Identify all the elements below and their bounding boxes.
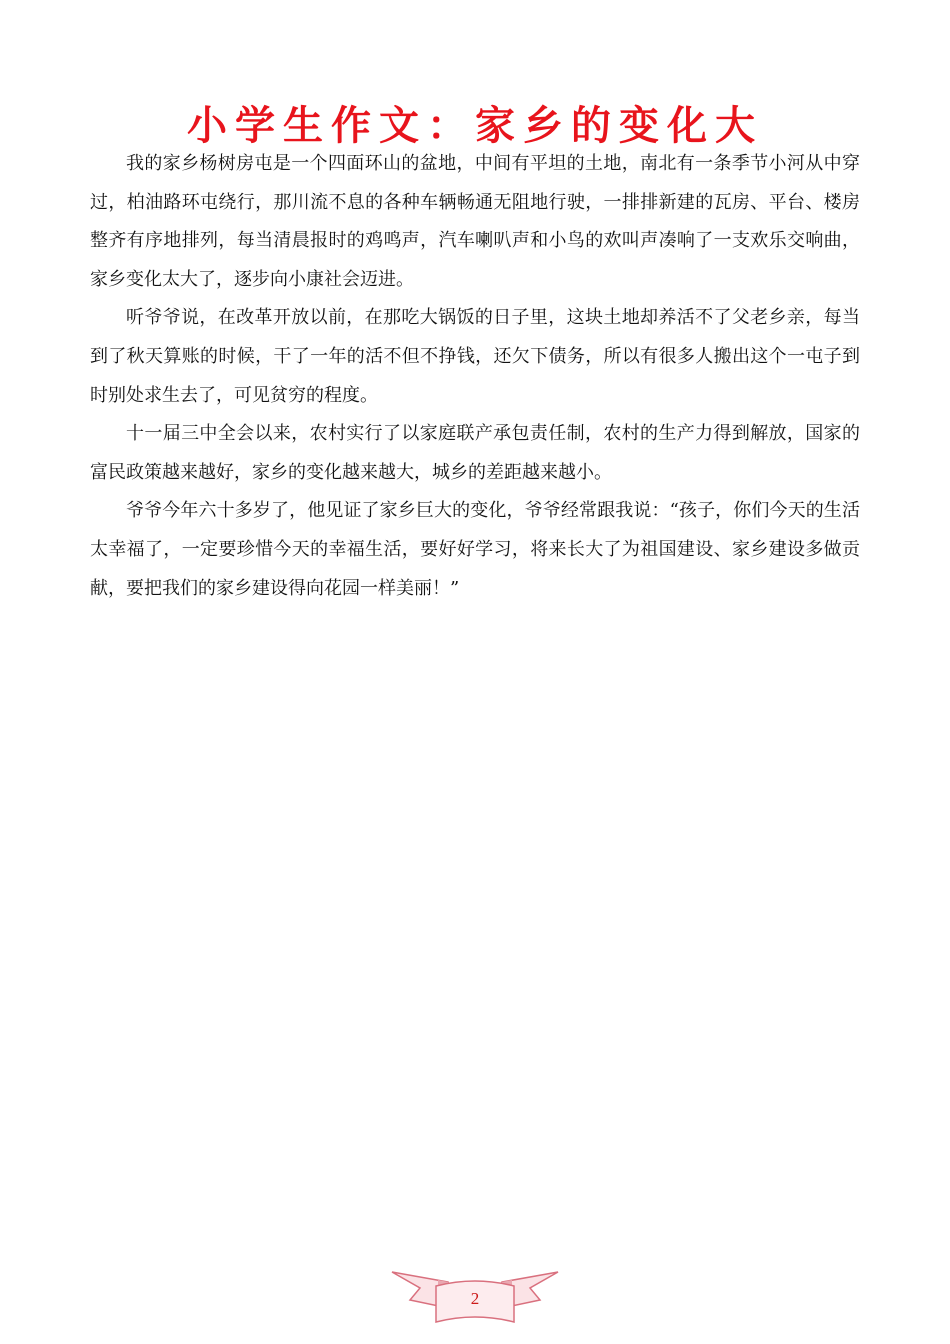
document-title: 小学生作文：家乡的变化大: [187, 103, 763, 149]
paragraph-3: 十一届三中全会以来，农村实行了以家庭联产承包责任制，农村的生产力得到解放，国家的富民政策越来越好，家乡的变化越来越大，城乡的差距越来越小。: [90, 423, 860, 483]
paragraph-4: 爷爷今年六十多岁了，他见证了家乡巨大的变化，爷爷经常跟我说：“孩子，你们今天的生活太幸福了，一定要珍惜今天的幸福生活，要好好学习，将来长大了为祖国建设、家乡建设多做贡献，要把我们的家乡建设得向花园一样美丽！”: [90, 500, 860, 599]
page-number: 2: [470, 1289, 480, 1308]
paragraph-1: 我的家乡杨树房屯是一个四面环山的盆地，中间有平坦的土地，南北有一条季节小河从中穿过，柏油路环屯绕行，那川流不息的各种车辆畅通无阻地行驶，一排排新建的瓦房、平台、楼房整齐有序地排列，每当清晨报时的鸡鸣声，汽车喇叭声和小鸟的欢叫声凑响了一支欢乐交响曲，家乡变化太大了，逐步向小康社会迈进。: [90, 153, 860, 290]
paragraph-2: 听爷爷说，在改革开放以前，在那吃大锅饭的日子里，这块土地却养活不了父老乡亲，每当到了秋天算账的时候，干了一年的活不但不挣钱，还欠下债务，所以有很多人搬出这个一屯子到时别处求生去了，可见贫穷的程度。: [90, 307, 860, 406]
document-body: [90, 145, 860, 608]
